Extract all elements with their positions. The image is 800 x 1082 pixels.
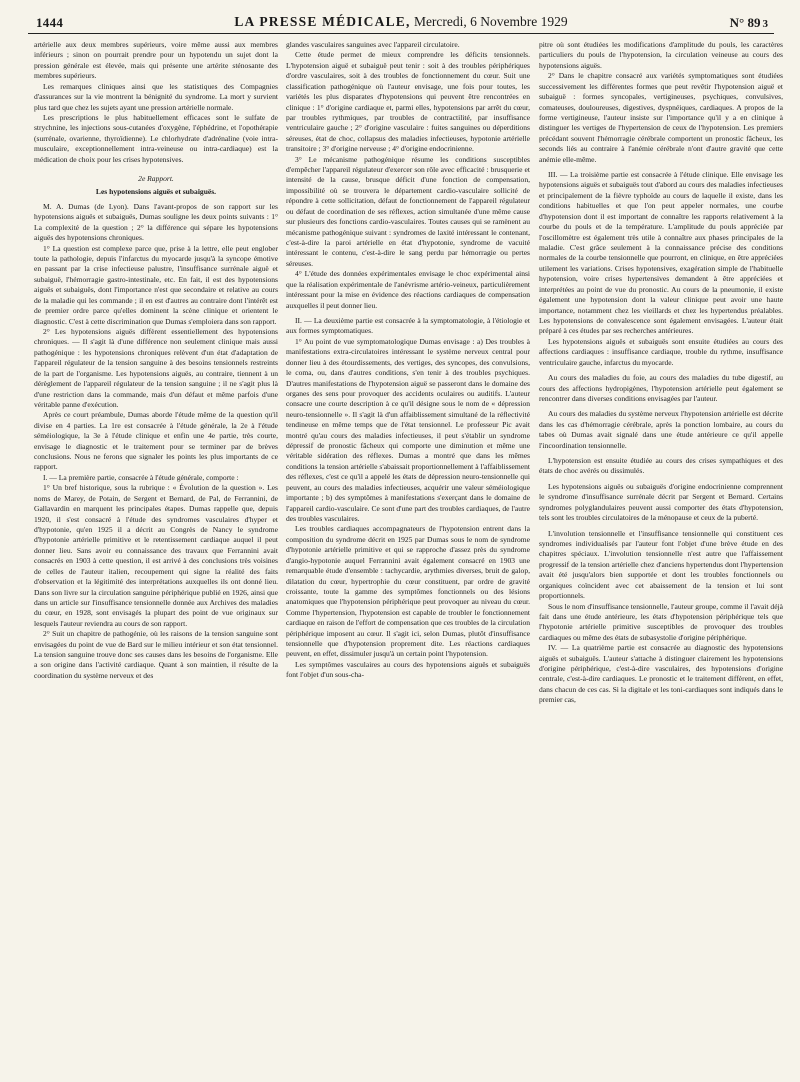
paragraph: Les troubles cardiaques accompagnateurs de l'hypotension entrent dans la composition du syndrome décrit en 1925 par Dumas sous le nom de syndrome d'hypotonie artérielle primitive et qui se rapproche d'assez près du syndrome d'angio-hypotonie auquel Ferrannini avait également consacré en 1903 une remarquable étude d'ensemble : tachycardie, arythmies diverses, bruit de galop, dilatation du cœur, hypertrophie du cœur constituent, par ordre de gravité croissante, toute la gamme des symptômes fonctionnels ou des lésions anatomiques que l'hypotension périphérique peut provoquer au niveau du cœur. Comme l'hypertension, l'hypotension est capable de troubler le fonctionnement cardiaque en raison de l'effort de compensation que ces troubles de la circulation périphérique imposent au cœur. Il s'agit ici, selon Dumas, plutôt d'insuffisance tensionnelle que d'hypotension proprement dite. Les réactions cardiaques peuvent, en effet, dissimuler jusqu'à un certain point l'hypotension.	[286, 524, 530, 659]
text-column-2	[286, 40, 530, 1075]
paragraph: 4° L'étude des données expérimentales envisage le choc expérimental ainsi que la réalisation expérimentale de l'anévrisme artério-veineux, particulièrement intéressant pour la mise en évidence des réactions cardiaques de compensation auxquelles il peut donner lieu.	[286, 269, 530, 310]
paragraph: M. A. Dumas (de Lyon). Dans l'avant-propos de son rapport sur les hypotensions aiguës et subaiguës, Dumas souligne les deux points suivants : 1° La complexité de la question ; 2° la différence qui sépare les hypotensions aiguës des hypotensions chroniques.	[34, 201, 278, 243]
issue-number	[730, 15, 768, 31]
paragraph: L'hypotension est ensuite étudiée au cours des crises sympathiques et des états de choc avérés ou dissimulés.	[539, 456, 783, 476]
text-column-3	[539, 40, 783, 1075]
paragraph: I. — La première partie, consacrée à l'étude générale, comporte :	[43, 472, 239, 482]
paragraph: Les symptômes vasculaires au cours des hypotensions aiguës et subaiguës font l'objet d'un sous-cha-	[286, 659, 530, 680]
paragraph: Cette étude permet de mieux comprendre les déficits tensionnels. L'hypotension aiguë et subaiguë peut tenir : soit à des troubles périphériques d'ordre vasculaires, soit à des troubles de fonctionnement du cœur. Suit une classification pathogénique où l'auteur envisage, une fois pour toutes, les variétés les plus disparates d'hypotensions qui peuvent être rencontrées en clinique : 1° d'origine cardiaque et, parmi elles, hypotensions par arrêt du cœur, par troubles rythmiques, par troubles de contractilité, par insuffisance ventriculaire gauche ; 2° d'origine vasculaire : fuites sanguines ou déperditions séreuses, état de choc, collapsus des maladies infectieuses, hypotonie artérielle transitoire ; 3° d'origine nerveuse ; 4° d'origine endocrinienne.	[286, 50, 530, 154]
paragraph: L'involution tensionnelle et l'insuffisance tensionnelle qui constituent ces syndromes individualisés par l'auteur font l'objet d'une brève étude en des chapitres spéciaux. L'involution tensionnelle n'est autre que l'affaissement progressif de la tension artérielle chez d'anciens hypertendus dont l'hypertension avait été jusqu'alors bien supportée et dont les troubles fonctionnels ou organiques coïncident avec cet abaissement de la tension et lui sont proportionnels.	[539, 528, 783, 601]
text-column-1	[34, 40, 278, 1075]
journal-name: LA PRESSE MÉDICALE,	[234, 14, 411, 29]
paragraph: glandes vasculaires sanguines avec l'appareil circulatoire.	[286, 40, 460, 49]
paragraph: 2° Suit un chapitre de pathogénie, où les raisons de la tension sanguine sont envisagées du point de vue de Bard sur le milieu intérieur et son état tensionnel. La tension sanguine trouve donc ses causes dans les besoins de l'organisme. Elle a son origine dans l'activité cardiaque. Quant à son maintien, il résulte de la coordination du système nerveux et des	[34, 629, 278, 680]
issue-date: Mercredi, 6 Novembre 1929	[413, 14, 568, 29]
paragraph: 2° Les hypotensions aiguës diffèrent essentiellement des hypotensions chroniques. — Il s'agit là d'une différence non seulement clinique mais aussi pathogénique : les hypotensions chroniques relèvent d'un état d'adaptation de l'appareil régulateur de la tension sanguine à des besoins tensionnels restreints de la part de l'organisme. Les hypotensions aiguës, au contraire, tiennent à un dérèglement de l'appareil régulateur de la tension sanguine ; il ne s'agit plus là d'une restriction dans la commande, mais d'un défaut et même parfois d'une véritable panne d'exécution.	[34, 326, 278, 409]
paragraph: Sous le nom d'insuffisance tensionnelle, l'auteur groupe, comme il l'avait déjà fait dans une étude antérieure, les états d'hypotension périphérique tels que l'hypotonie artérielle primitive susceptibles de provoquer des troubles cardiaques ou même des états de subasystolie d'origine périphérique.	[539, 601, 783, 642]
section-title: Les hypotensions aiguës et subaiguës.	[95, 187, 217, 197]
paragraph: Les hypotensions aiguës et subaiguës sont ensuite étudiées au cours des affections cardiaques : insuffisance cardiaque, trouble du rythme, insuffisance ventriculaire gauche, infarctus du myocarde.	[539, 336, 783, 367]
paragraph: Au cours des maladies du système nerveux l'hypotension artérielle est décrite dans les cas d'hémorragie cérébrale, après la ponction lombaire, au cours du tabes où Dumas avait signalé dans une étude antérieure ce qu'il appelle l'incoordination tensionnelle.	[539, 409, 783, 450]
paragraph: pitre où sont étudiées les modifications d'amplitude du pouls, les caractères particuliers du pouls de l'hypotension, la circulation veineuse au cours des hypotensions aiguës.	[539, 40, 783, 70]
paragraph: Les remarques cliniques ainsi que les statistiques des Compagnies d'assurances sur la vie montrent la bénignité du syndrome. La mort y survient plus tard que chez les sujets ayant une pression artérielle normale.	[34, 81, 278, 112]
issue-mark: 3	[762, 18, 768, 30]
paragraph: Au cours des maladies du foie, au cours des maladies du tube digestif, au cours des affections hydropigènes, l'hypotension artérielle peut également se rencontrer dans diverses conditions envisagées par l'auteur.	[539, 373, 783, 403]
page-header	[28, 13, 774, 34]
paragraph: 3° Le mécanisme pathogénique résume les conditions susceptibles d'empêcher l'appareil régulateur d'exercer son rôle avec efficacité : brusquerie et intensité de la cause, brusque déficit d'une fonction de compensation, impossibilité où se trouvera le département cardio-vasculaire sollicité de répondre à cette sollicitation, défaut de fonctionnement de l'appareil régulateur ou défaut de coordination de ses réflexes, action simultanée d'une même cause sur plusieurs des fonctions cardio-vasculaires. Toutes causes qui se ramènent au mécanisme pathogénique suivant : syndromes de laxité intéressant le contenant, c'est-à-dire la paroi artérielle en état d'hypotonie, syndrome de vacuité intéressant le contenu, c'est-à-dire le sang perdu par hémorragie ou pertes séreuses.	[286, 154, 530, 268]
paragraph: 1° Un bref historique, sous la rubrique : « Évolution de la question ». Les noms de Marey, de Potain, de Sergent et Bernard, de Pal, de Ferrannini, de Gallavardin en marquent les principales étapes. Dumas rappelle que, depuis 1920, il s'est consacré à l'étude des syndromes vasculaires d'hyper et d'hypotonie, qu'en 1925 il a décrit au Congrès de Nancy le syndrome d'hypotonie artérielle primitive et le retentissement cardiaque auquel il peut donner lieu. Sans avoir eu connaissance des travaux que Ferrannini avait consacrés en 1903 à cette question, il est arrivé à des conclusions très voisines de celles de l'auteur italien, recoupement qui signe la réalité des faits d'observation et la légitimité des interprétations auxquelles ils ont donné lieu. Dans son livre sur la circulation sanguine périphérique publié en 1926, ainsi que dans un article sur l'insuffisance tensionnelle donnée aux Archives des maladies du cœur, en 1928, sont envisagés la plupart des point de vue originaux sur lesquels l'auteur reviendra au cours de son rapport.	[34, 483, 278, 628]
paragraph: II. — La deuxième partie est consacrée à la symptomatologie, à l'étiologie et aux formes symptomatiques.	[286, 315, 530, 336]
paragraph: IV. — La quatrième partie est consacrée au diagnostic des hypotensions aiguës et subaiguës. L'auteur s'attache à distinguer clairement les hypotensions d'origine périphérique, c'est-à-dire vasculaires, des hypotensions d'origine centrale, c'est-à-dire cardiaques. Le pronostic et le traitement diffèrent, en effet, dans chacun de ces cas. Si la digitale et les toni-cardiaques sont indiqués dans le premier cas,	[539, 643, 783, 705]
report-heading: 2e Rapport.	[138, 174, 174, 184]
paragraph: Les hypotensions aiguës ou subaiguës d'origine endocrinienne comprennent le syndrome d'insuffisance surrénale décrit par Sergent et Bernard. Certains syndromes polyglandulaires peuvent aussi comporter des états d'hypotension, tels sont les troubles circulatoires de la ménopause et ceux de la puberté.	[539, 481, 783, 523]
paragraph: 1° Au point de vue symptomatologique Dumas envisage : a) Des troubles à manifestations extra-circulatoires intéressant le système nerveux central pour donner lieu à des étourdissements, des vertiges, des syncopes, des convulsions, le coma, ou, dans d'autres conditions, s'en tenir à des troubles psychiques. D'autres manifestations de l'hypotension aiguë se passeront dans le domaine des organes des sens pour provoquer des accidents oculaires ou auditifs. L'auteur consacre une courte description à ce qu'il désigne sous le nom de « dépression neuro-tensionnelle ». Il s'agit là d'un affaiblissement simultané de la réflectivité tendineuse en même temps que de l'état tensionnel. Le professeur Pic avait montré qu'au cours des maladies infectieuses, il peut s'établir un syndrome dépressif de pronostic fâcheux qui comporte une diminution et même une véritable sidération des réflexes. Dumas a montré que dans les mêmes conditions la tension artérielle s'abaissait proportionnellement à l'affaiblissement des réflexes, c'est ce qu'il a appelé les états de dépression neuro-tensionnelle qui peuvent, au cours des maladies infectieuses, acquérir une valeur séméiologique importante ; b) des symptômes à manifestations s'exerçant dans le domaine de l'appareil cardio-vasculaire. Ce sont d'une part des troubles cardiaques, de l'autre des troubles vasculaires.	[286, 336, 530, 523]
issue-number-text: N° 89	[729, 15, 761, 30]
paragraph: Les prescriptions le plus habituellement efficaces sont le sulfate de strychnine, les injections sous-cutanées d'oxygène, l'éphédrine, et l'opothérapie (surrénale, ovarienne, thyroïdienne). Le chlorhydrate d'adrénaline (voie intra-musculaire, exceptionnellement intra-veineuse ou intra-cardiaque) est la médication de choix pour les crises hypotensives.	[34, 112, 278, 164]
paragraph: 1° La question est complexe parce que, prise à la lettre, elle peut englober toute la pathologie, depuis l'infarctus du myocarde jusqu'à la syncope émotive en passant par la crise infectieuse palustre, l'insuffisance surrénale aiguë et subaiguë, l'hémorragie gastro-intestinale, etc. En fait, il est des hypotensions aiguës et subaiguës, dont l'importance n'est que secondaire et relative au cours de la maladie qui les commande ; il en est d'autres au contraire dont l'intérêt est de premier ordre parce qu'elles dominent la scène clinique et orientent le diagnostic. C'est à cette discrimination que Dumas s'emploiera dans son rapport.	[34, 243, 278, 326]
page-number: 1444	[36, 15, 64, 30]
journal-title	[28, 14, 774, 30]
paragraph: artérielle aux deux membres supérieurs, voire même aussi aux membres inférieurs ; sinon on pourrait prendre pour un hypotendu un sujet dont la pression générale est élevée, mais qui présente une artérite sténosante des membres supérieurs.	[34, 40, 278, 81]
paragraph: Après ce court préambule, Dumas aborde l'étude même de la question qu'il divise en 4 parties. La 1re est consacrée à l'étude générale, la 2e à l'étude séméiologique, la 3e à l'étude clinique et enfin une 4e partie, très courte, envisage le diagnostic et le traitement pour se terminer par de brèves conclusions. Nous ne ferons que signaler les points les plus importants de ce rapport.	[34, 410, 278, 472]
paragraph: 2° Dans le chapitre consacré aux variétés symptomatiques sont étudiées successivement les différentes formes que peut revêtir l'hypotension aiguë et subaiguë : formes syncopales, vertigineuses, psychiques, convulsives, comateuses, douloureuses, digestives, dyspnéiques, cardiaques. A propos de la forme vertigineuse, l'auteur insiste sur l'importance qu'il y a en clinique à distinguer les vertiges de l'hypertension de ceux de l'hypotension. Les premiers précédant souvent l'hémorragie cérébrale comportent un pronostic fâcheux, les seconds liés au contraire à l'anémie cérébrale n'ont d'autre gravité que cette anémie elle-même.	[539, 71, 783, 164]
paragraph: III. — La troisième partie est consacrée à l'étude clinique. Elle envisage les hypotensions aiguës et subaiguës tout d'abord au cours des maladies infectieuses et principalement de la fièvre typhoïde au cours de laquelle il existe, dans les conditions habituelles et que l'on peut appeler normales, une courbe d'hypotension dont il est important de connaître les rapports relativement à la courbe du pouls et de la température. L'amplitude du pouls appréciée par l'oscillomètre est également très utile à connaître aux phases principales de la maladie. C'est grâce seulement à la connaissance précise des conditions normales de la courbe tensionnelle que pourront, en clinique, en être appréciées utilement les variations. Crises hypotensives, exagération simple de l'habituelle hypotension, voire crises hypertensives demandent à être appréciées et interprétées au point de vue du pronostic. Au cours de la pneumonie, il existe également une hypotension dont la valeur clinique peut avoir une haute importance, notamment chez les vieillards et chez les hypertendus préalables. Les hypotensions de convalescence sont également envisagées. L'auteur était préparé à ces études par ses recherches antérieures.	[539, 170, 783, 336]
